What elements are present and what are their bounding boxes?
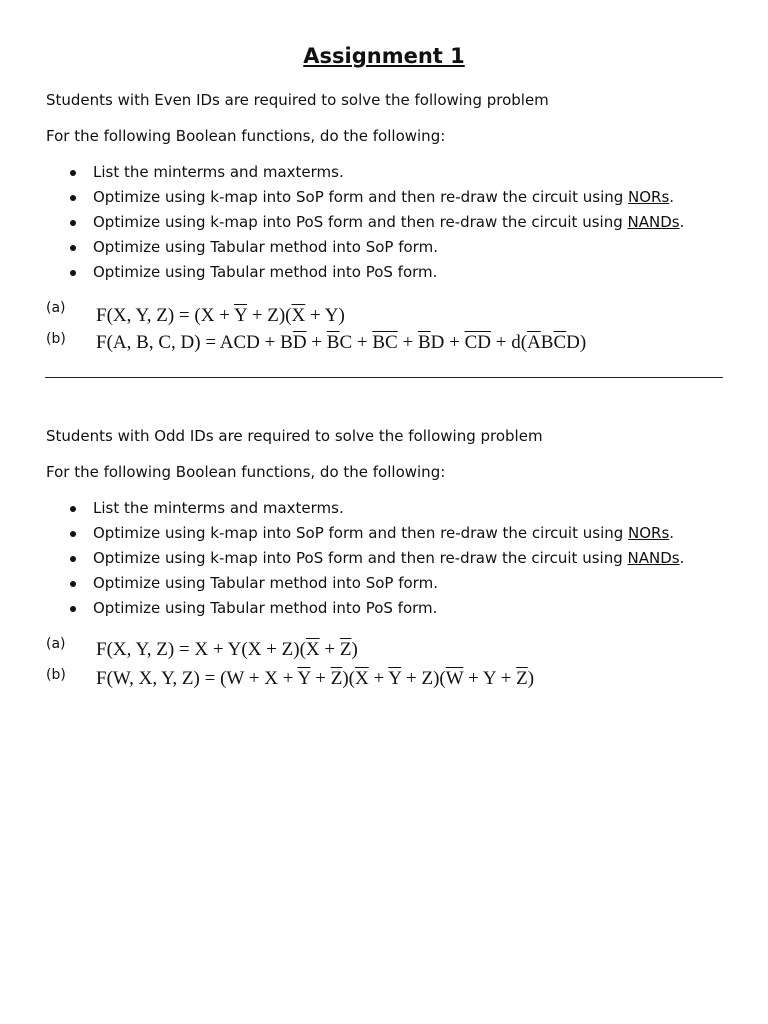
list-item: Optimize using k-map into SoP form and then re-draw the circuit using NORs. xyxy=(46,521,684,546)
odd-task-list xyxy=(46,496,684,621)
even-instruction: For the following Boolean functions, do the following: xyxy=(46,127,446,145)
even-equation-a: F(X, Y, $Z) = (X + \overline{Y} + Z)(\overline{X} + Y)$ xyxy=(96,305,345,326)
even-task-list xyxy=(46,160,684,285)
even-intro: Students with Even IDs are required to solve the following problem xyxy=(46,91,549,109)
page-title: Assignment 1 xyxy=(303,44,465,68)
odd-intro: Students with Odd IDs are required to solve the following problem xyxy=(46,427,543,445)
list-item: Optimize using k-map into PoS form and then re-draw the circuit using NANDs. xyxy=(46,546,684,571)
list-item: Optimize using k-map into PoS form and then re-draw the circuit using NANDs. xyxy=(46,210,684,235)
list-item: Optimize using k-map into SoP form and then re-draw the circuit using NORs. xyxy=(46,185,684,210)
list-item: Optimize using Tabular method into PoS form. xyxy=(46,260,684,285)
list-item: List the minterms and maxterms. xyxy=(46,160,684,185)
even-label-a: (a) xyxy=(46,300,66,316)
list-item: List the minterms and maxterms. xyxy=(46,496,684,521)
odd-equation-a: F(X, Y, $Z) = X + Y(X + Z)(\overline{X} + \overline{Z})$ xyxy=(96,639,358,660)
section-divider xyxy=(45,377,723,378)
even-label-b: (b) xyxy=(46,331,66,347)
list-item: Optimize using Tabular method into SoP form. xyxy=(46,235,684,260)
odd-label-a: (a) xyxy=(46,636,66,652)
even-equation-b: F(A, B, C, D) = ACD + $B\overline{D} + \overline{B}C + \overline{B}\overline{C} + \overline{B}D + \overline{C}\overline{D} + d(\overline{A}B\overline{C}D)$ xyxy=(96,332,587,353)
odd-label-b: (b) xyxy=(46,667,66,683)
odd-equation-b: F(W, X, Y, $Z) = (W + X + \overline{Y} + \overline{Z})(\overline{X} + \overline{Y} + Z)(\overline{W} + Y + \overline{Z})$ xyxy=(96,668,535,689)
list-item: Optimize using Tabular method into PoS form. xyxy=(46,596,684,621)
list-item: Optimize using Tabular method into SoP form. xyxy=(46,571,684,596)
odd-instruction: For the following Boolean functions, do the following: xyxy=(46,463,446,481)
